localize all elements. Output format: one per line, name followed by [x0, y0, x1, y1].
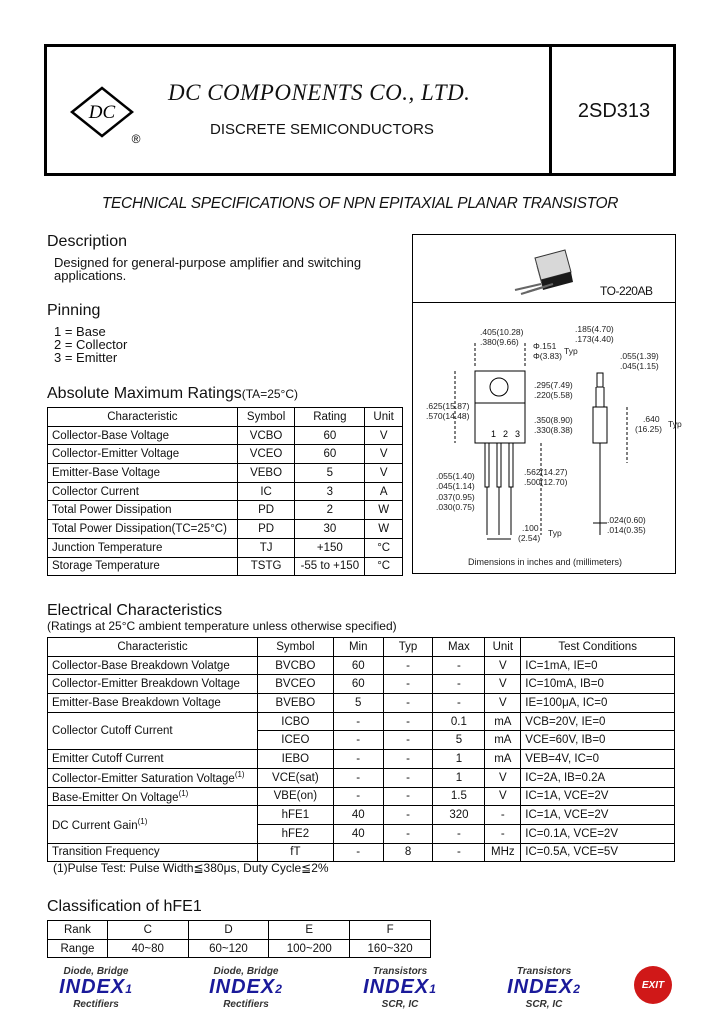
electrical-heading: Electrical Characteristics [47, 602, 223, 619]
pin-number-2: 2 [503, 429, 509, 439]
exit-label: EXIT [641, 979, 665, 991]
transistor-index-2-link[interactable]: Transistors INDEX2 SCR, IC [507, 966, 581, 1010]
dim-label: .030(0.75) [436, 502, 475, 512]
table-row: Collector-Base Voltage VCBO 60 V [48, 426, 403, 445]
col-unit: Unit [365, 408, 403, 427]
registered-mark: ® [131, 132, 141, 146]
table-row: Emitter Cutoff Current IEBO - - 1 mA VEB=4V, IC=0 [48, 750, 675, 769]
dim-label: .185(4.70) [575, 324, 614, 334]
package-name: TO-220AB [600, 284, 653, 298]
dim-label: Φ(3.83) [533, 351, 562, 361]
dim-label: .037(0.95) [436, 492, 475, 502]
dim-label: .014(0.35) [607, 525, 646, 535]
dim-label: .405(10.28) [480, 327, 524, 337]
dim-label: Typ [668, 419, 682, 429]
table-row: Emitter-Base Voltage VEBO 5 V [48, 464, 403, 483]
table-row: Collector-Emitter Saturation Voltage$^{(1)}$ VCE(sat) - - 1 V IC=2A, IB=0.2A [48, 768, 675, 787]
electrical-table [47, 637, 675, 862]
pin-1: 1 = Base [54, 324, 106, 339]
dim-label: Φ.151 [533, 341, 557, 351]
table-row: DC Current Gain$^{(1)}$ hFE1 40 - 320 - IC=1A, VCE=2V [48, 806, 675, 825]
description-line-1: Designed for general-purpose amplifier and switching [54, 255, 362, 270]
dim-label: .220(5.58) [534, 390, 573, 400]
pin-number-1: 1 [491, 429, 497, 439]
col-symbol: Symbol [237, 408, 295, 427]
dim-label: .330(8.38) [534, 425, 573, 435]
dim-label: .625(15.87) [426, 401, 470, 411]
dim-label: .380(9.66) [480, 337, 519, 347]
package-photo [505, 246, 585, 298]
part-number: 2SD313 [577, 100, 651, 122]
dim-label: Typ [548, 528, 562, 538]
table-row: Junction Temperature TJ +150 °C [48, 538, 403, 557]
table-row: Collector Cutoff Current ICBO - - 0.1 mA VCB=20V, IE=0 [48, 712, 675, 731]
electrical-subheading: (Ratings at 25°C ambient temperature unless otherwise specified) [47, 619, 397, 633]
dim-label: .500(12.70) [524, 477, 568, 487]
table-row: Total Power Dissipation PD 2 W [48, 501, 403, 520]
table-row: hFE2 40 - - - IC=0.1A, VCE=2V [48, 824, 675, 843]
company-subtitle: DISCRETE SEMICONDUCTORS [210, 121, 434, 138]
pin-number-3: 3 [515, 429, 521, 439]
table-row: Storage Temperature TSTG -55 to +150 °C [48, 557, 403, 576]
dim-label: .173(4.40) [575, 334, 614, 344]
dc-logo [66, 82, 146, 146]
dim-label: .055(1.39) [620, 351, 659, 361]
dim-label: .350(8.90) [534, 415, 573, 425]
diode-index-1-link[interactable]: Diode, Bridge INDEX1 Rectifiers [59, 966, 133, 1010]
dim-label: .100 [522, 523, 539, 533]
table-row: Emitter-Base Breakdown Voltage BVEBO 5 - - V IE=100μA, IC=0 [48, 694, 675, 713]
description-heading: Description [47, 233, 128, 250]
dim-label: Typ [564, 346, 578, 356]
rank-row: Rank C D E F [48, 921, 431, 940]
table-row: Collector-Emitter Breakdown Voltage BVCEO 60 - - V IC=10mA, IB=0 [48, 675, 675, 694]
electrical-header-row: Characteristic Symbol Min Typ Max Unit Test Conditions [48, 638, 675, 657]
company-name: DC COMPONENTS CO., LTD. [168, 80, 471, 105]
logo-letters: DC [88, 102, 116, 123]
transistor-index-1-link[interactable]: Transistors INDEX1 SCR, IC [363, 966, 437, 1010]
dim-label: .562(14.27) [524, 467, 568, 477]
range-row: Range 40~80 60~120 100~200 160~320 [48, 939, 431, 958]
pin-2: 2 = Collector [54, 337, 128, 352]
pin-3: 3 = Emitter [54, 350, 118, 365]
table-row: Collector Current IC 3 A [48, 482, 403, 501]
exit-button[interactable] [634, 966, 672, 1004]
abs-max-table [47, 407, 403, 576]
col-characteristic: Characteristic [48, 408, 238, 427]
dimension-note: Dimensions in inches and (millimeters) [468, 557, 623, 567]
dim-label: .570(14.48) [426, 411, 470, 421]
pinning-heading: Pinning [47, 302, 101, 319]
col-rating: Rating [295, 408, 365, 427]
table-row: Total Power Dissipation(TC=25°C) PD 30 W [48, 520, 403, 539]
dim-label: .640 [643, 414, 660, 424]
table-row: Collector-Emitter Voltage VCEO 60 V [48, 445, 403, 464]
table-row: Collector-Base Breakdown Volatge BVCBO 60 - - V IC=1mA, IE=0 [48, 656, 675, 675]
table-row: Transition Frequency fT - 8 - MHz IC=0.5A, VCE=5V [48, 843, 675, 862]
dim-label: .045(1.14) [436, 481, 475, 491]
diode-index-2-link[interactable]: Diode, Bridge INDEX2 Rectifiers [209, 966, 283, 1010]
abs-max-header-row [48, 408, 403, 427]
description-line-2: applications. [54, 268, 127, 283]
document-title: TECHNICAL SPECIFICATIONS OF NPN EPITAXIAL PLANAR TRANSISTOR [101, 195, 619, 212]
abs-max-heading: Absolute Maximum Ratings [47, 385, 242, 402]
dim-label: (2.54) [518, 533, 541, 543]
dim-label: .055(1.40) [436, 471, 475, 481]
dim-label: .295(7.49) [534, 380, 573, 390]
dim-label: .024(0.60) [607, 515, 646, 525]
pulse-test-footnote: (1)Pulse Test: Pulse Width≦380μs, Duty Cycle≦2% [53, 861, 329, 875]
table-row: ICEO - - 5 mA VCE=60V, IB=0 [48, 731, 675, 750]
abs-max-heading-row [47, 385, 298, 403]
dim-label: .045(1.15) [620, 361, 659, 371]
dim-label: (16.25) [635, 424, 662, 434]
table-row: Base-Emitter On Voltage$^{(1)}$ VBE(on) - - 1.5 V IC=1A, VCE=2V [48, 787, 675, 806]
abs-max-condition: (TA=25°C) [241, 387, 299, 401]
classification-heading: Classification of hFE1 [47, 898, 202, 915]
classification-table [47, 920, 431, 958]
